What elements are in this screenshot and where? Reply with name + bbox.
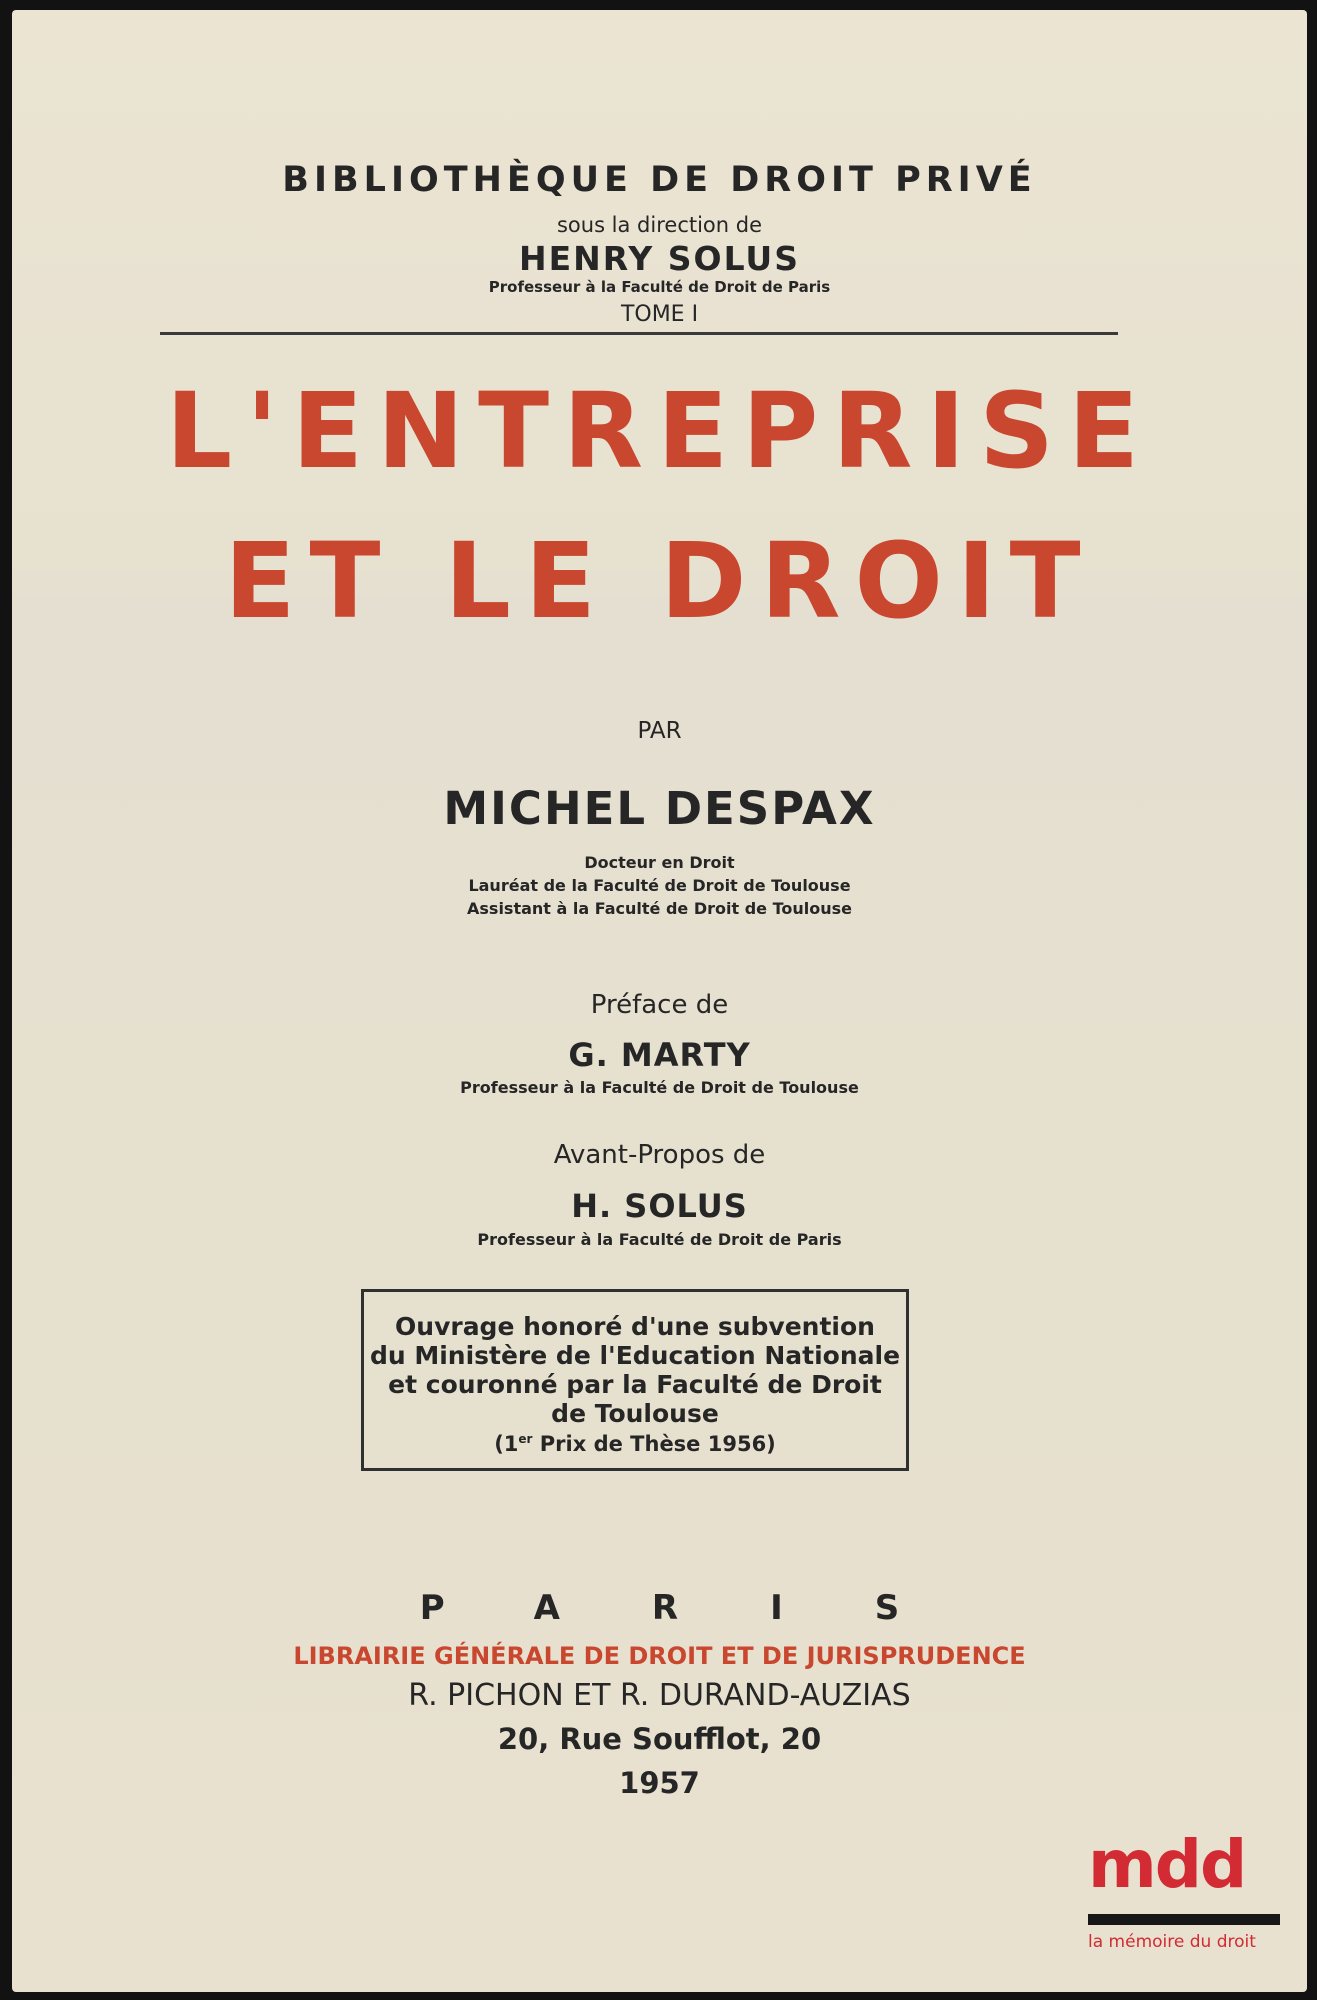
award-line: du Ministère de l'Education Nationale [369,1341,901,1370]
award-line: Ouvrage honoré d'une subvention [395,1312,875,1341]
award-prize-text: Prix de Thèse 1956) [532,1432,776,1456]
preface-author: G. MARTY [568,1036,751,1074]
preface-author-role: Professeur à la Faculté de Droit de Toulouse [460,1078,859,1097]
publication-year: 1957 [619,1766,700,1800]
author-qualification: Lauréat de la Faculté de Droit de Toulouse [468,876,851,895]
award-line: de Toulouse [551,1399,719,1428]
imprint-city: PARIS [419,1588,992,1628]
printers-line: R. PICHON ET R. DURAND-AUZIAS [408,1678,911,1713]
book-cover [12,10,1307,1992]
header-divider [160,332,1118,335]
author-name: MICHEL DESPAX [443,782,876,835]
foreword-author: H. SOLUS [571,1187,748,1225]
publisher-name: LIBRAIRIE GÉNÉRALE DE DROIT ET DE JURISPRUDENCE [293,1642,1026,1670]
logo-underline [1088,1914,1280,1925]
publisher-address: 20, Rue Soufflot, 20 [497,1722,822,1756]
preface-label: Préface de [590,990,729,1020]
foreword-author-role: Professeur à la Faculté de Droit de Paris [477,1230,842,1249]
director-role: Professeur à la Faculté de Droit de Paris [488,278,831,296]
logo-tagline: la mémoire du droit [1088,1932,1256,1952]
series-director: HENRY SOLUS [518,239,800,278]
book-title-line-1: L'ENTREPRISE [165,370,1154,492]
award-line: et couronné par la Faculté de Droit [388,1370,882,1399]
direction-line: sous la direction de [556,213,763,237]
award-box [361,1289,909,1471]
award-prize [364,1432,906,1456]
award-prize-prefix: (1 [494,1432,519,1456]
by-label: PAR [637,718,682,744]
author-qualification: Assistant à la Faculté de Droit de Toulouse [467,899,852,918]
logo-mark: mdd [1088,1826,1246,1903]
volume-number: TOME I [620,302,699,327]
mdd-logo [1078,1826,1298,1966]
foreword-label: Avant-Propos de [553,1140,766,1170]
author-qualification: Docteur en Droit [584,853,735,872]
award-prize-ordinal: er [518,1432,533,1446]
book-title-line-2: ET LE DROIT [224,520,1095,642]
series-title: BIBLIOTHÈQUE DE DROIT PRIVÉ [282,160,1037,200]
